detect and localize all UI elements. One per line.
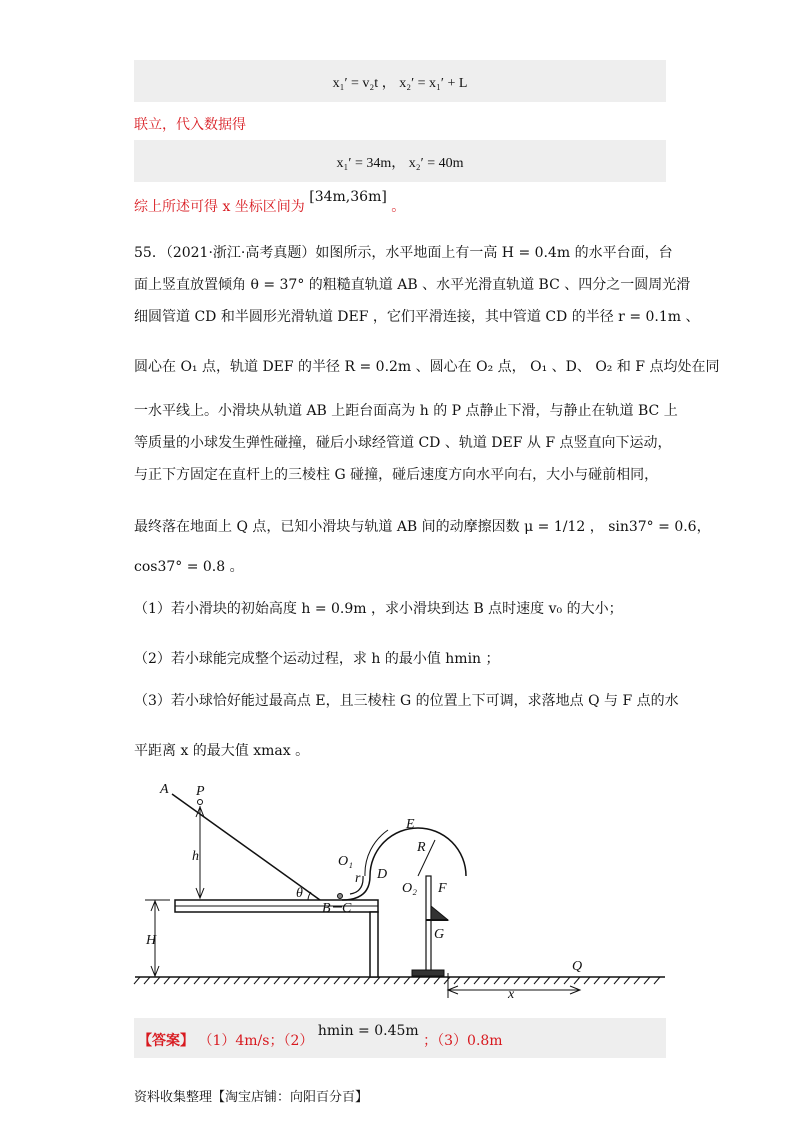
answer-hmin: hmin = 0.45m: [317, 1023, 419, 1039]
ground-hatching: [134, 977, 660, 984]
answer-part-1: （1）4m/s；（2）: [198, 1033, 314, 1049]
result-x2: x₂′ = 40m: [408, 156, 464, 171]
problem-line-7: 与正下方固定在直杆上的三棱柱 G 碰撞，碰后速度方向水平向右，大小与碰前相同，: [134, 467, 659, 483]
label-C: C: [342, 901, 352, 916]
label-O2: O₂: [402, 881, 417, 896]
problem-line-8: 最终落在地面上 Q 点，已知小滑块与轨道 AB 间的动摩擦因数 μ = 1/12 ， sin37° = 0.6，: [134, 519, 711, 535]
table-leg: [370, 912, 378, 977]
label-Q: Q: [572, 959, 583, 974]
label-h: h: [192, 849, 199, 864]
label-r: r: [355, 871, 361, 886]
problem-line-4: 圆心在 O₁ 点，轨道 DEF 的半径 R = 0.2m 、圆心在 O₂ 点， O₁ 、D、 O₂ 和 F 点均处在同: [134, 359, 720, 375]
answer-part-3: ；（3）0.8m: [423, 1033, 503, 1049]
label-O1: O₁: [338, 854, 353, 869]
problem-line-3: 细圆管道 CD 和半圆形光滑轨道 DEF ，它们平滑连接，其中管道 CD 的半径 r = 0.1m 、: [134, 309, 700, 325]
label-x: x: [508, 987, 515, 1000]
answer-tag: 【答案】: [138, 1033, 194, 1049]
problem-line-6: 等质量的小球发生弹性碰撞，碰后小球经管道 CD 、轨道 DEF 从 F 点竖直向下运动，: [134, 435, 672, 451]
label-A: A: [160, 782, 169, 797]
footer-text: 资料收集整理【淘宝店铺：向阳百分百】: [134, 1090, 369, 1105]
label-H: H: [146, 933, 157, 948]
prism-G: [431, 906, 448, 920]
pole: [426, 876, 431, 971]
label-B: B: [322, 901, 331, 916]
incline-AB: [172, 794, 320, 900]
point-P: [198, 800, 203, 805]
problem-line-1: 55．（2021·浙江·高考真题）如图所示，水平地面上有一高 H = 0.4m 的水平台面，台: [134, 245, 673, 261]
label-E: E: [406, 817, 415, 832]
problem-line-5: 一水平线上。小滑块从轨道 AB 上距台面高为 h 的 P 点静止下滑，与静止在轨道 BC 上: [134, 403, 678, 419]
interval-value: [34m,36m]: [309, 189, 387, 205]
label-P: P: [196, 784, 205, 799]
answer-box: [134, 1018, 666, 1058]
problem-line-9: cos37° = 0.8 。: [134, 559, 244, 575]
equation-x1: x₁′ = v₂t ，: [332, 76, 396, 91]
track-diagram: [130, 780, 670, 1000]
pole-base: [412, 970, 444, 976]
question-2: （2）若小球能完成整个运动过程，求 h 的最小值 hmin ；: [134, 651, 500, 667]
question-3-line-2: 平距离 x 的最大值 xmax 。: [134, 743, 310, 759]
result-x1: x₁′ = 34m，: [336, 156, 406, 171]
conclusion-line: [134, 189, 406, 216]
equation-x2: x₂′ = x₁′ + L: [399, 76, 468, 91]
conclusion-text: 综上所述可得 x 坐标区间为: [134, 199, 305, 215]
question-1: （1）若小滑块的初始高度 h = 0.9m ，求小滑块到达 B 点时速度 v₀ 的大小；: [134, 601, 623, 617]
small-ball: [338, 894, 343, 899]
label-G: G: [434, 927, 445, 942]
lianli-text: 联立，代入数据得: [134, 117, 246, 133]
problem-line-2: 面上竖直放置倾角 θ = 37° 的粗糙直轨道 AB 、水平光滑直轨道 BC 、四分之一圆周光滑: [134, 277, 691, 293]
equation-box-2: [134, 140, 666, 182]
label-theta: θ: [296, 886, 303, 901]
conclusion-end: 。: [391, 199, 406, 215]
question-3-line-1: （3）若小球恰好能过最高点 E，且三棱柱 G 的位置上下可调，求落地点 Q 与 F 点的水: [134, 693, 679, 709]
label-F: F: [438, 881, 447, 896]
label-D: D: [377, 867, 388, 882]
equation-box-1: [134, 60, 666, 102]
label-R: R: [417, 840, 426, 855]
